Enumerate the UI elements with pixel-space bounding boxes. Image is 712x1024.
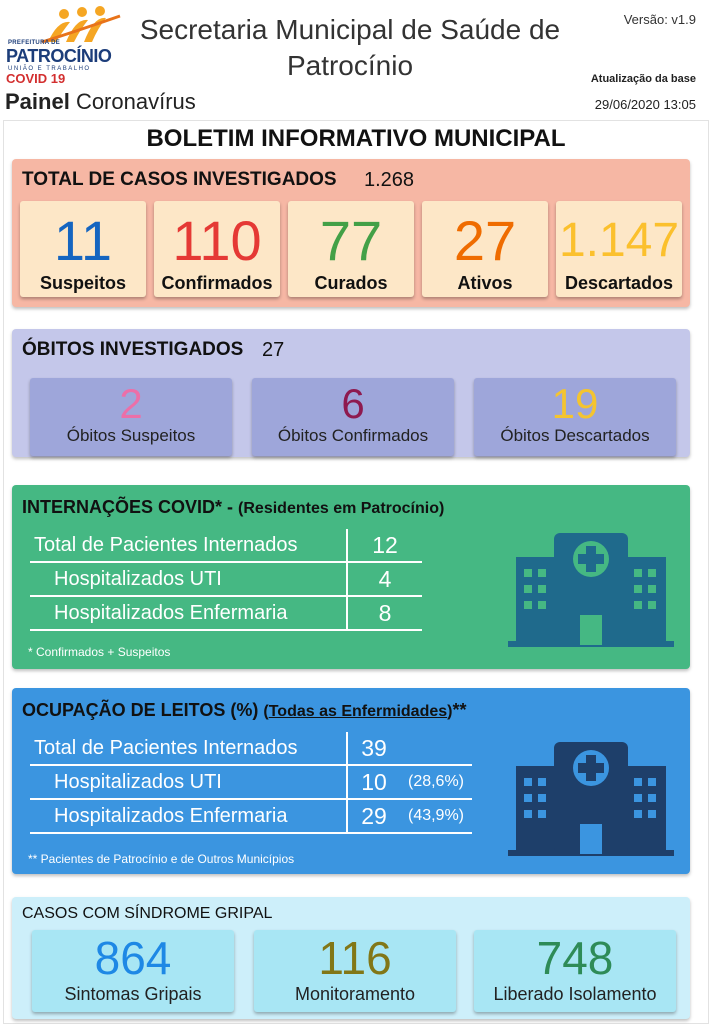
card-value: 116 xyxy=(318,932,392,984)
obitos-section xyxy=(12,329,690,457)
logo-tagline: UNIÃO E TRABALHO xyxy=(8,66,91,72)
card-label: Liberado Isolamento xyxy=(493,984,657,1004)
obitos-total: 27 xyxy=(262,339,285,361)
panel-title-rest: Coronavírus xyxy=(75,89,196,114)
ocupacao-heading: OCUPAÇÃO DE LEITOS (%) (Todas as Enfermidades)** xyxy=(22,700,467,720)
hospital-icon xyxy=(506,529,676,649)
card-value: 11 xyxy=(53,209,113,272)
card-obitos-confirmados[interactable] xyxy=(252,378,454,456)
internacoes-heading-paren: (Residentes em Patrocínio) xyxy=(238,500,445,517)
internacoes-section xyxy=(12,485,690,669)
row-pct: (43,9%) xyxy=(400,799,472,833)
row-label: Hospitalizados Enfermaria xyxy=(30,596,347,630)
update-datetime: 29/06/2020 13:05 xyxy=(594,97,696,112)
card-descartados[interactable] xyxy=(556,201,682,297)
page-title: Secretaria Municipal de Saúde de Patrocínio xyxy=(139,14,561,81)
table-row xyxy=(30,529,422,562)
row-value: 29 xyxy=(347,799,400,833)
card-label: Curados xyxy=(314,273,388,293)
card-value: 2 xyxy=(119,380,143,427)
card-ativos[interactable] xyxy=(422,201,548,297)
card-label: Suspeitos xyxy=(39,273,127,293)
row-value: 8 xyxy=(347,596,422,630)
sindrome-heading: CASOS COM SÍNDROME GRIPAL xyxy=(22,905,273,922)
ocupacao-heading-suffix: ** xyxy=(452,700,467,720)
internacoes-heading xyxy=(22,497,444,518)
row-label: Hospitalizados Enfermaria xyxy=(30,799,347,833)
row-label: Total de Pacientes Internados xyxy=(30,529,347,562)
boletim-title: BOLETIM INFORMATIVO MUNICIPAL xyxy=(146,125,566,152)
ocupacao-table xyxy=(30,732,472,834)
card-liberado-isolamento[interactable] xyxy=(474,930,676,1012)
card-value: 6 xyxy=(341,380,365,427)
internacoes-footnote: * Confirmados + Suspeitos xyxy=(28,645,171,659)
internacoes-heading-bold: INTERNAÇÕES COVID* - xyxy=(22,497,234,517)
card-value: 748 xyxy=(536,932,614,984)
table-row xyxy=(30,732,472,765)
row-label: Hospitalizados UTI xyxy=(30,562,347,596)
row-value: 10 xyxy=(347,765,400,799)
ocupacao-heading-bold: OCUPAÇÃO DE LEITOS (%) xyxy=(22,700,259,720)
row-value: 12 xyxy=(347,529,422,562)
patrocinio-logo xyxy=(4,6,124,76)
card-value: 77 xyxy=(319,209,383,272)
card-label: Monitoramento xyxy=(294,984,416,1004)
card-value: 1.147 xyxy=(558,214,680,267)
card-label: Ativos xyxy=(457,273,513,293)
card-label: Óbitos Suspeitos xyxy=(66,426,196,445)
card-confirmados[interactable] xyxy=(154,201,280,297)
card-label: Óbitos Confirmados xyxy=(277,426,429,445)
version-label: Versão: v1.9 xyxy=(623,12,696,27)
table-row xyxy=(30,799,472,833)
card-sintomas-gripais[interactable] xyxy=(32,930,234,1012)
card-label: Confirmados xyxy=(161,273,273,293)
row-value: 4 xyxy=(347,562,422,596)
card-value: 864 xyxy=(94,932,172,984)
ocupacao-heading-link[interactable]: Todas as Enfermidades xyxy=(268,703,448,720)
card-monitoramento[interactable] xyxy=(254,930,456,1012)
logo-prefeitura-text: PREFEITURA DE xyxy=(8,40,61,46)
card-value: 110 xyxy=(172,209,262,272)
casos-heading: TOTAL DE CASOS INVESTIGADOS xyxy=(22,169,337,190)
ocupacao-footnote: ** Pacientes de Patrocínio e de Outros Municípios xyxy=(28,852,295,866)
card-obitos-suspeitos[interactable] xyxy=(30,378,232,456)
row-value: 39 xyxy=(347,732,400,765)
card-curados[interactable] xyxy=(288,201,414,297)
table-row xyxy=(30,596,422,630)
row-label: Total de Pacientes Internados xyxy=(30,732,347,765)
obitos-heading: ÓBITOS INVESTIGADOS xyxy=(22,339,244,360)
hospital-icon xyxy=(506,738,676,858)
card-label: Óbitos Descartados xyxy=(500,426,650,445)
table-row xyxy=(30,765,472,799)
casos-section xyxy=(12,159,690,307)
internacoes-table xyxy=(30,529,422,631)
card-value: 27 xyxy=(453,209,517,272)
card-obitos-descartados[interactable] xyxy=(474,378,676,456)
row-pct xyxy=(400,732,472,765)
row-pct: (28,6%) xyxy=(400,765,472,799)
panel-title xyxy=(5,89,196,115)
sindrome-section xyxy=(12,897,690,1019)
card-label: Sintomas Gripais xyxy=(64,984,202,1004)
header xyxy=(0,0,712,120)
panel-title-bold: Painel xyxy=(5,89,70,114)
table-row xyxy=(30,562,422,596)
dashboard-frame xyxy=(3,120,709,1024)
casos-total: 1.268 xyxy=(364,169,415,191)
card-label: Descartados xyxy=(564,273,674,293)
card-suspeitos[interactable] xyxy=(20,201,146,297)
covid-label: COVID 19 xyxy=(6,71,66,86)
row-label: Hospitalizados UTI xyxy=(30,765,347,799)
update-label: Atualização da base xyxy=(590,73,696,85)
logo-city-name: PATROCÍNIO xyxy=(6,46,112,66)
ocupacao-section xyxy=(12,688,690,874)
card-value: 19 xyxy=(551,380,599,427)
